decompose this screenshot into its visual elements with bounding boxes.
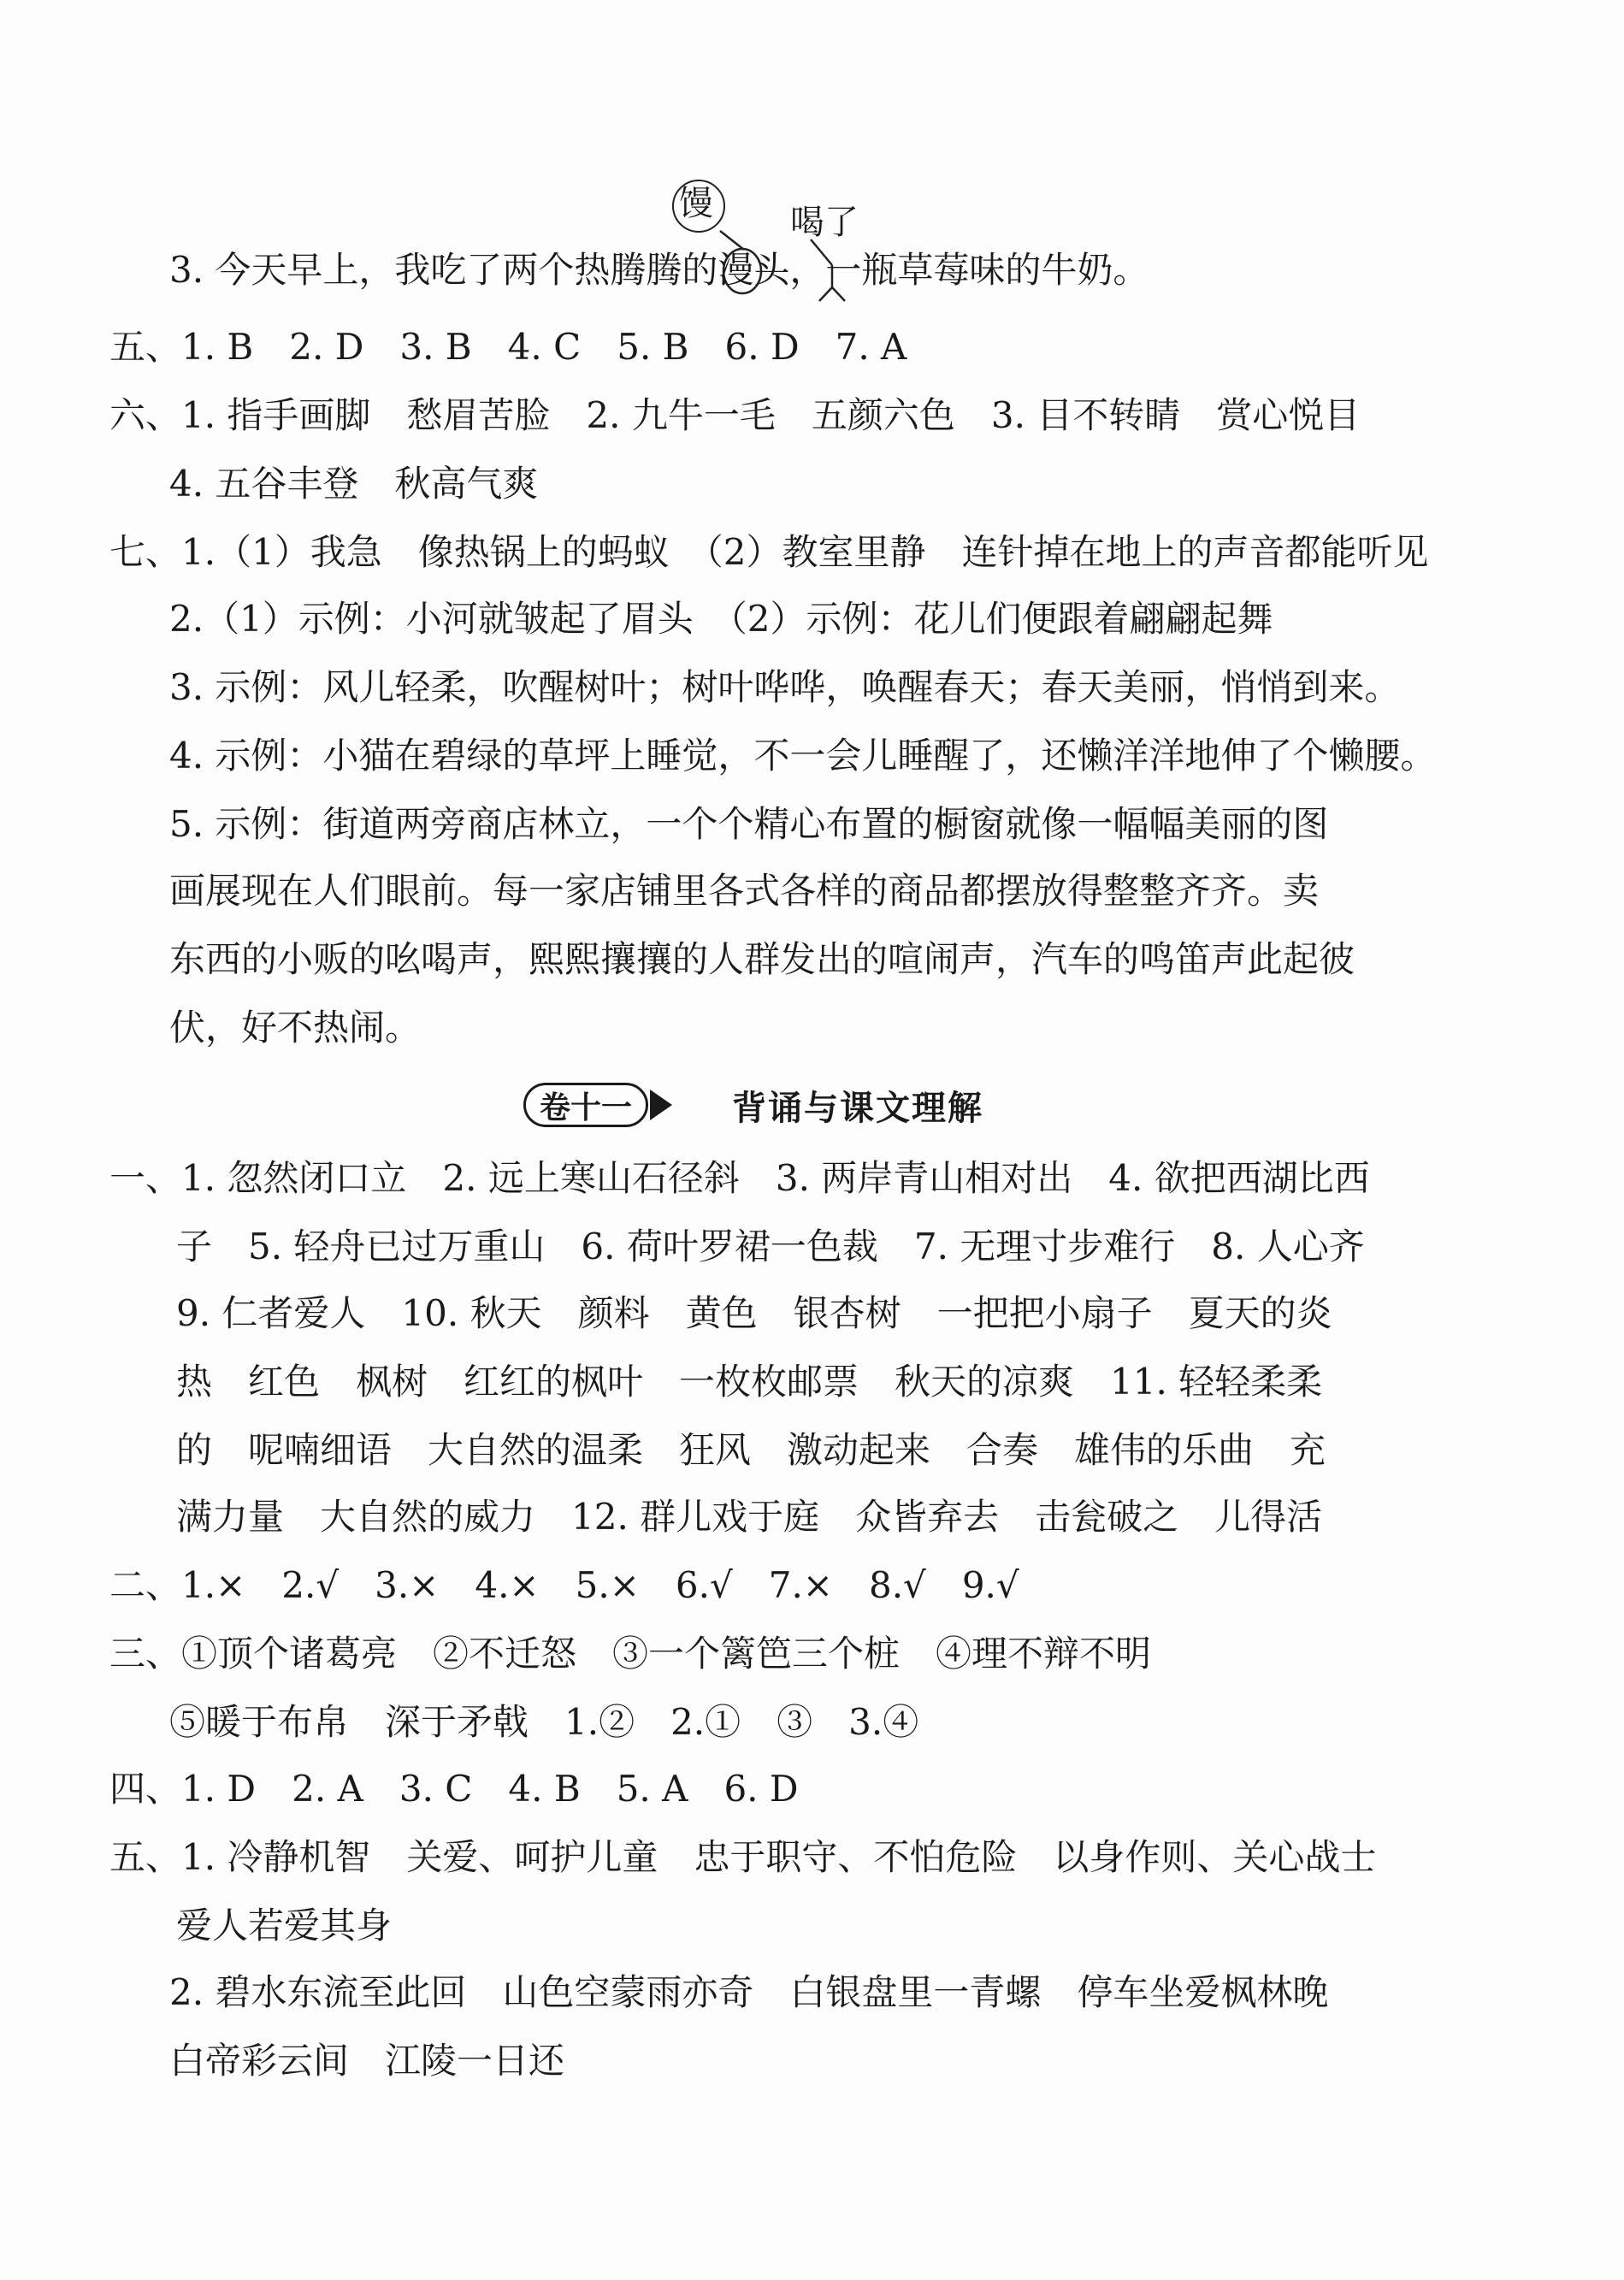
section-7-line2: 2.（1）示例：小河就皱起了眉头 （2）示例：花儿们便跟着翩翩起舞 bbox=[169, 598, 1273, 640]
part5-line3: 2. 碧水东流至此回 山色空蒙雨亦奇 白银盘里一青螺 停车坐爱枫林晚 bbox=[169, 1971, 1329, 2013]
part1-line3: 9. 仁者爱人 10. 秋天 颜料 黄色 银杏树 一把把小扇子 夏天的炎 bbox=[176, 1292, 1332, 1334]
part2-answers: 二、1.× 2.√ 3.× 4.× 5.× 6.√ 7.× 8.√ 9.√ bbox=[109, 1564, 1019, 1606]
q4-3-answer: 3. 今天早上，我吃了两个热腾腾的漫头，一瓶草莓味的牛奶。 bbox=[169, 249, 1149, 291]
section-6-line1: 六、1. 指手画脚 愁眉苦脸 2. 九牛一毛 五颜六色 3. 目不转睛 赏心悦目 bbox=[109, 394, 1361, 436]
part3-line2: ⑤暖于布帛 深于矛戟 1.② 2.① ③ 3.④ bbox=[169, 1701, 919, 1743]
part5-line2: 爱人若爱其身 bbox=[176, 1905, 393, 1946]
part4-answers: 四、1. D 2. A 3. C 4. B 5. A 6. D bbox=[109, 1768, 799, 1810]
part1-line6: 满力量 大自然的威力 12. 群儿戏于庭 众皆弃去 击瓮破之 儿得活 bbox=[176, 1496, 1323, 1538]
section-7-line7: 东西的小贩的吆喝声，熙熙攘攘的人群发出的喧闹声，汽车的鸣笛声此起彼 bbox=[169, 938, 1355, 980]
section-7-line1: 七、1.（1）我急 像热锅上的蚂蚁 （2）教室里静 连针掉在地上的声音都能听见 bbox=[109, 531, 1429, 573]
section-7-line4: 4. 示例：小猫在碧绿的草坪上睡觉，不一会儿睡醒了，还懒洋洋地伸了个懒腰。 bbox=[169, 735, 1437, 777]
correction-insert-text: 喝了 bbox=[790, 203, 859, 242]
part1-line1: 一、1. 忽然闭口立 2. 远上寒山石径斜 3. 两岸青山相对出 4. 欲把西湖比西 bbox=[109, 1157, 1370, 1199]
section-7-line3: 3. 示例：风儿轻柔，吹醒树叶；树叶哗哗，唤醒春天；春天美丽，悄悄到来。 bbox=[169, 666, 1401, 708]
section-6-line2: 4. 五谷丰登 秋高气爽 bbox=[169, 463, 539, 505]
volume-label: 卷十一 bbox=[523, 1083, 648, 1127]
section-7-line6: 画展现在人们眼前。每一家店铺里各式各样的商品都摆放得整整齐齐。卖 bbox=[169, 870, 1320, 912]
part5-line4: 白帝彩云间 江陵一日还 bbox=[169, 2040, 565, 2082]
section-banner bbox=[523, 1079, 983, 1131]
correction-char-man: 馒 bbox=[679, 184, 713, 223]
part1-line4: 热 红色 枫树 红红的枫叶 一枚枚邮票 秋天的凉爽 11. 轻轻柔柔 bbox=[176, 1361, 1323, 1403]
part1-line2: 子 5. 轻舟已过万重山 6. 荷叶罗裙一色裁 7. 无理寸步难行 8. 人心齐 bbox=[176, 1226, 1365, 1267]
section-7-line8: 伏，好不热闹。 bbox=[169, 1007, 422, 1048]
section-5-answers: 五、1. B 2. D 3. B 4. C 5. B 6. D 7. A bbox=[109, 326, 907, 368]
section-7-line5: 5. 示例：街道两旁商店林立，一个个精心布置的橱窗就像一幅幅美丽的图 bbox=[169, 803, 1329, 845]
arrow-right-icon bbox=[650, 1090, 672, 1120]
part3-line1: 三、①顶个诸葛亮 ②不迁怒 ③一个篱笆三个桩 ④理不辩不明 bbox=[109, 1633, 1152, 1675]
part1-line5: 的 呢喃细语 大自然的温柔 狂风 激动起来 合奏 雄伟的乐曲 充 bbox=[176, 1429, 1326, 1471]
part5-line1: 五、1. 冷静机智 关爱、呵护儿童 忠于职守、不怕危险 以身作则、关心战士 bbox=[109, 1836, 1377, 1878]
banner-title: 背诵与课文理解 bbox=[732, 1088, 984, 1128]
